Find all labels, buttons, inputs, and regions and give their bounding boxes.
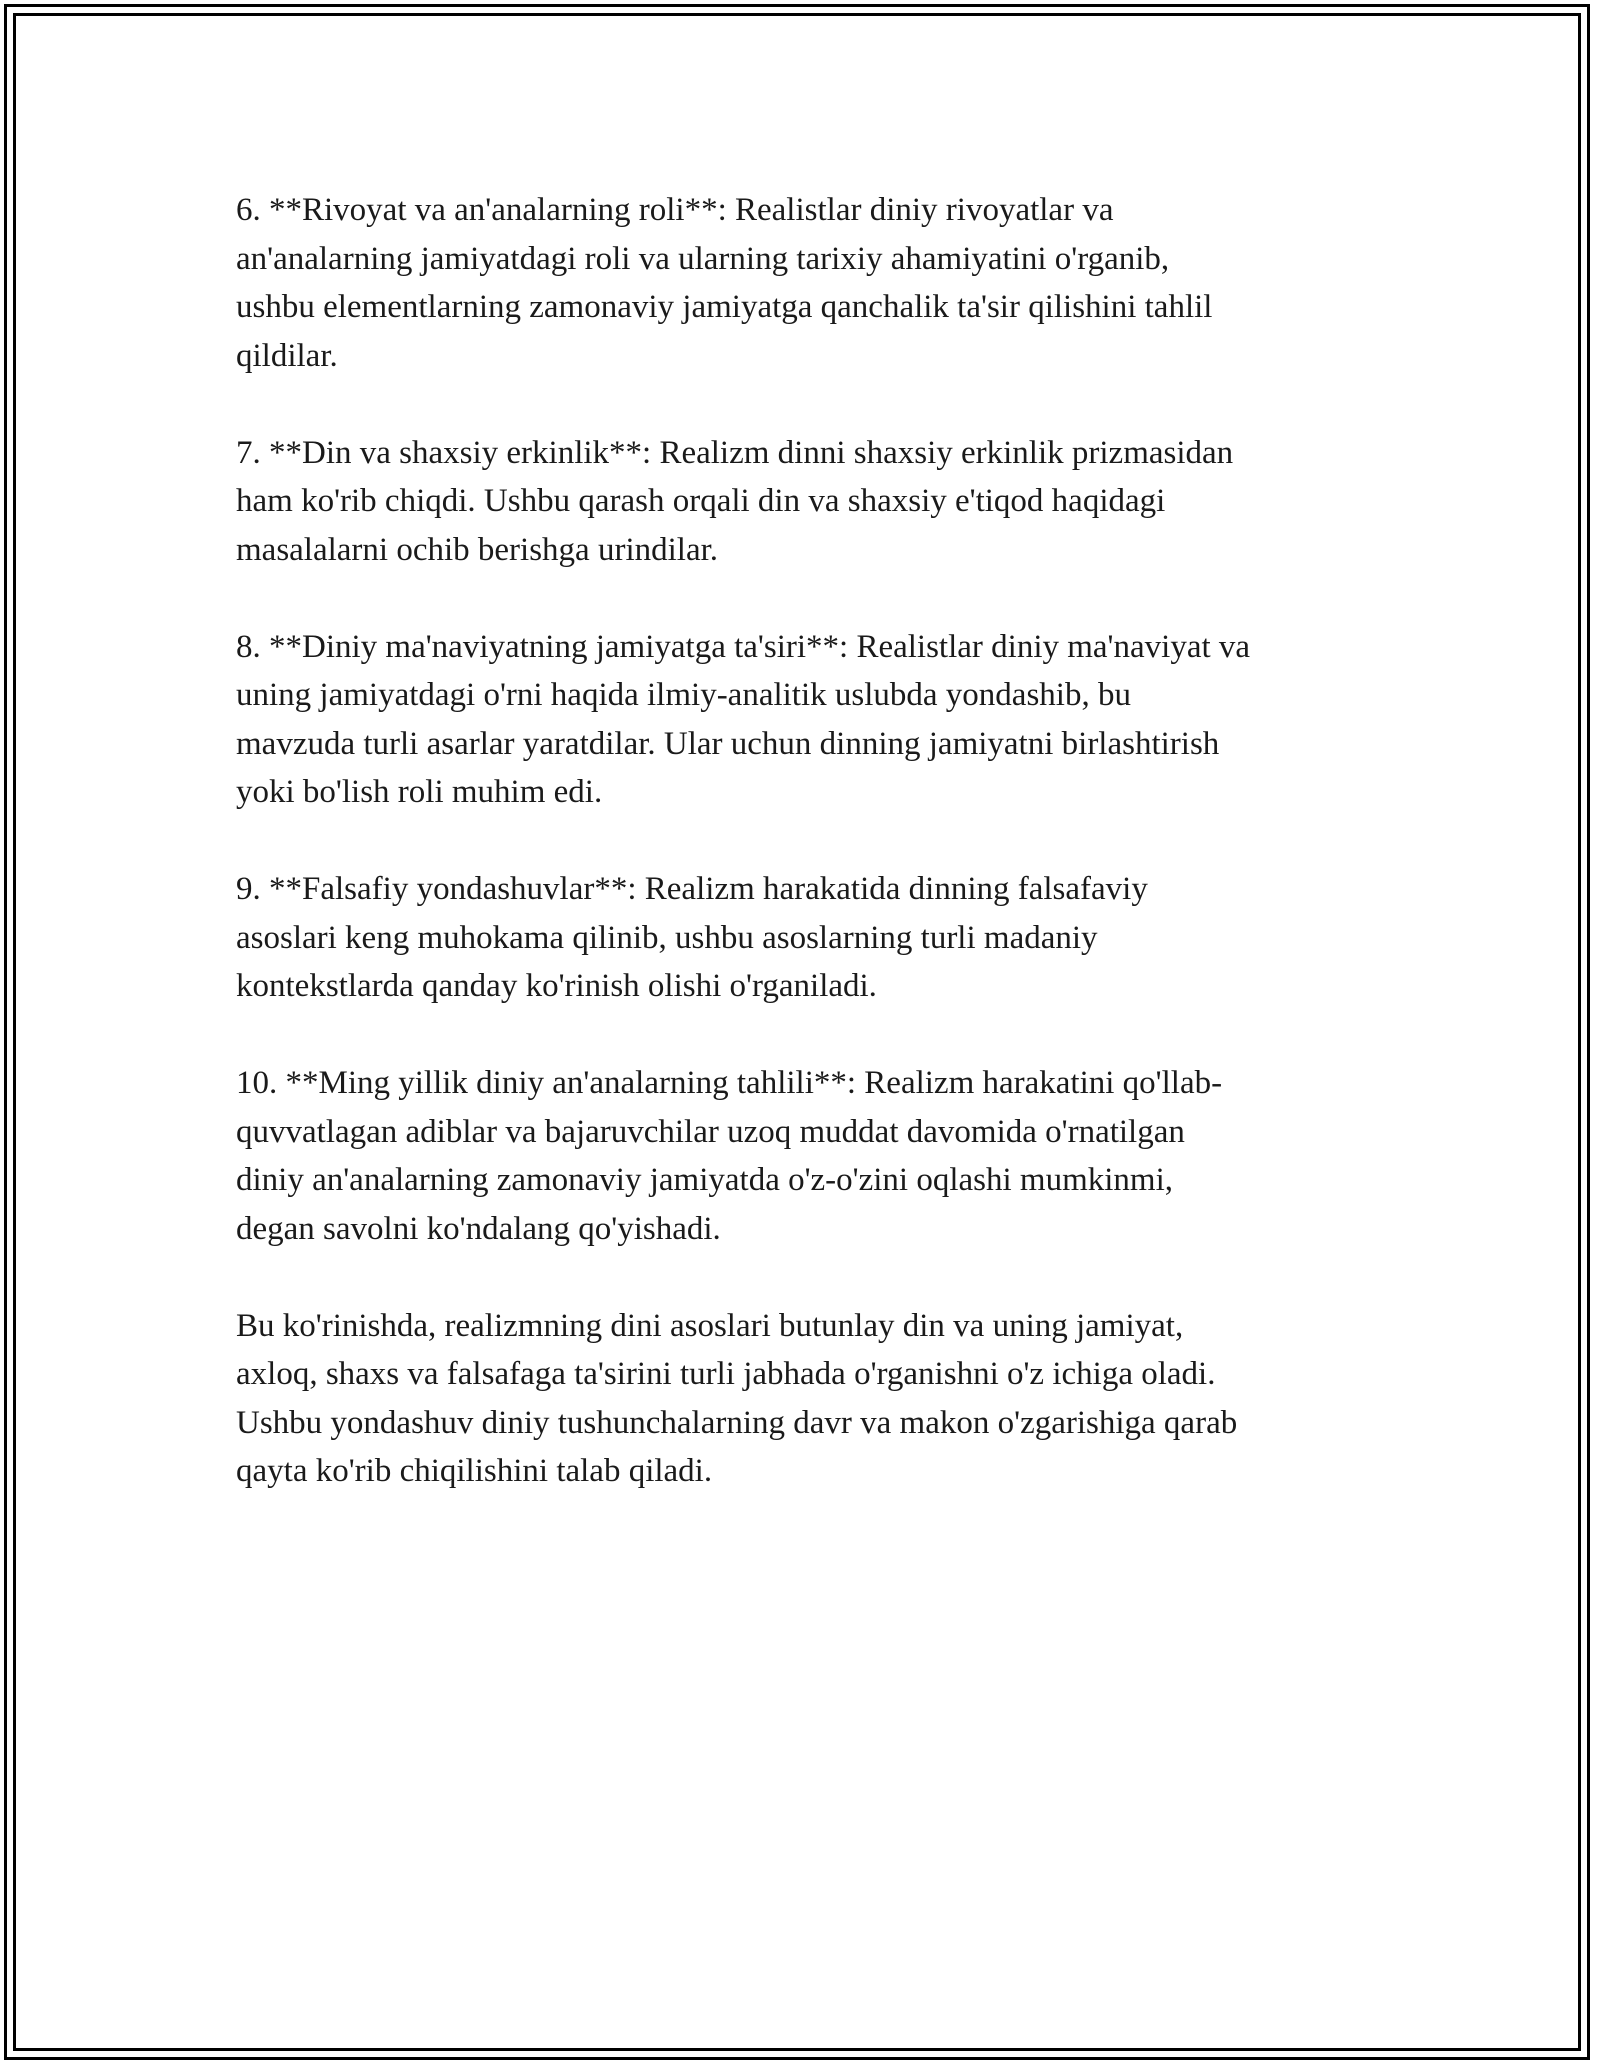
paragraph-item-8: 8. **Diniy ma'naviyatning jamiyatga ta'siri**: Realistlar diniy ma'naviyat va uning jamiyatdagi o'rni haqida ilmiy-analitik uslubda yondashib, bu mavzuda turli asarlar yaratdilar. Ular uchun dinning jamiyatni birlashtirish yoki bo'lish roli muhim edi. xyxy=(236,628,1251,810)
conclusion-paragraph: Bu ko'rinishda, realizmning dini asoslari butunlay din va uning jamiyat, axloq, shaxs va falsafaga ta'sirini turli jabhada o'rganishni o'z ichiga oladi. Ushbu yondashuv diniy tushunchalarning davr va makon o'zgarishiga qarab qayta ko'rib chiqilishini talab qiladi. xyxy=(236,1307,1238,1489)
paragraph-item-7: 7. **Din va shaxsiy erkinlik**: Realizm dinni shaxsiy erkinlik prizmasidan ham ko'rib chiqdi. Ushbu qarash orqali din va shaxsiy e'tiqod haqidagi masalalarni ochib berishga urindilar. xyxy=(236,434,1234,568)
paragraph-item-10: 10. **Ming yillik diniy an'analarning tahlili**: Realizm harakatini qo'llab- quvvatlagan adiblar va bajaruvchilar uzoq muddat davomida o'rnatilgan diniy an'analarning zamonaviy jamiyatda o'z-o'zini oqlashi mumkinmi, degan savolni ko'ndalang qo'yishadi. xyxy=(236,1065,1223,1247)
document-body xyxy=(236,186,1386,1544)
paragraph-item-9: 9. **Falsafiy yondashuvlar**: Realizm harakatida dinning falsafaviy asoslari keng muhokama qilinib, ushbu asoslarning turli madaniy kontekstlarda qanday ko'rinish olishi o'rganiladi. xyxy=(236,871,1148,1004)
paragraph-item-6: 6. **Rivoyat va an'analarning roli**: Realistlar diniy rivoyatlar va an'analarning jamiyatdagi roli va ularning tarixiy ahamiyatini o'rganib, ushbu elementlarning zamonaviy jamiyatga qanchalik ta'sir qilishini tahlil qildilar. xyxy=(236,192,1213,374)
